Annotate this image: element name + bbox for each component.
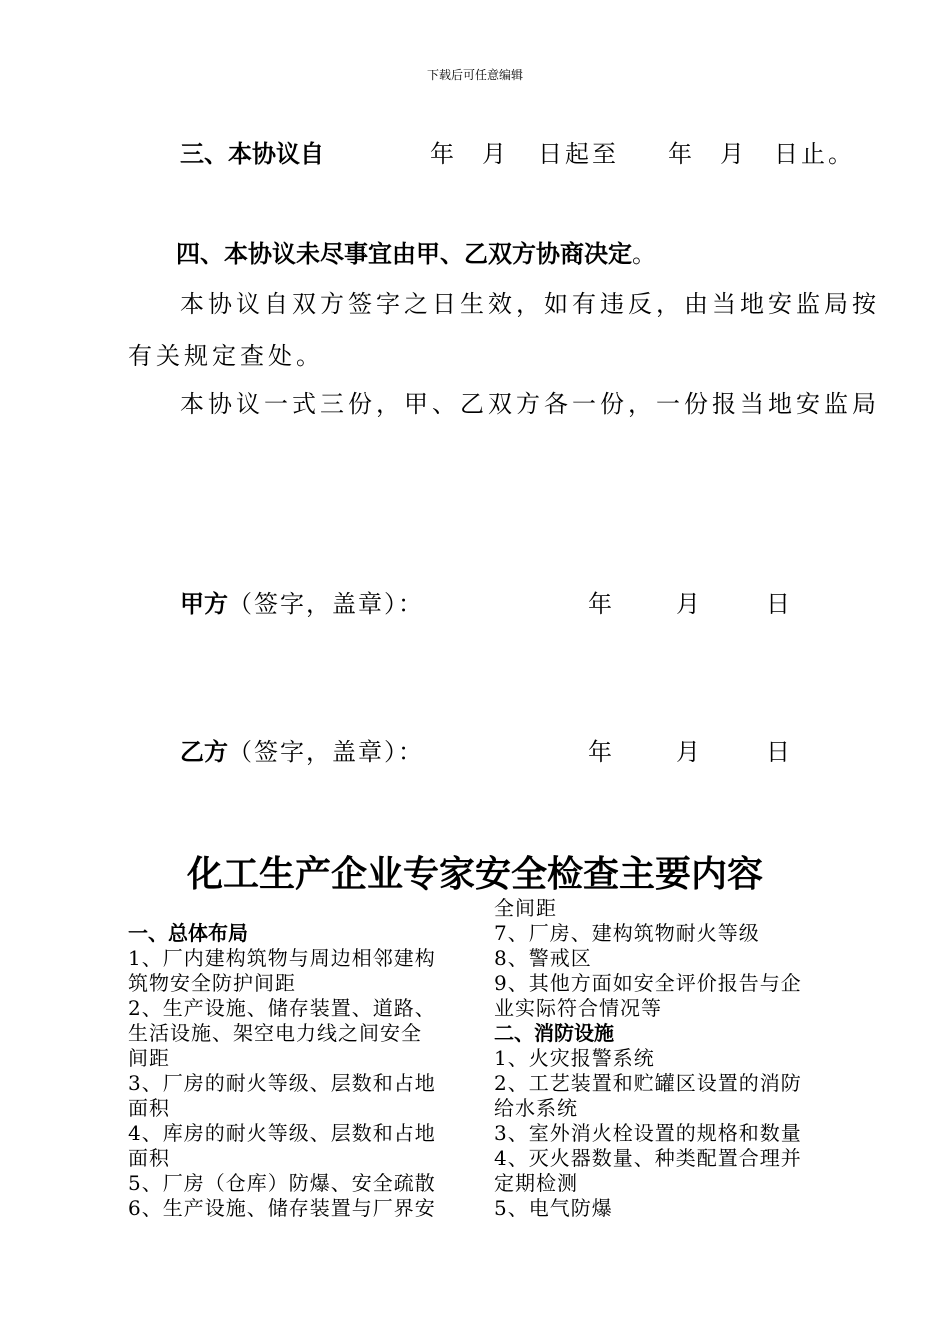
clause4: [176, 234, 656, 269]
party-b-month: 月: [676, 738, 700, 766]
para2-line1: 本协议一式三份，甲、乙双方各一份，一份报当地安监局: [180, 390, 880, 418]
page-header-note: 下载后可任意编辑: [426, 68, 523, 82]
list-item: 5、电气防爆: [494, 1196, 613, 1220]
list-item: 生活设施、架空电力线之间安全: [128, 1021, 422, 1045]
list-item: 6、生产设施、储存装置与厂界安: [128, 1196, 436, 1220]
clause3-day-end: 日止。: [774, 140, 855, 168]
checklist-right-column: [494, 896, 834, 1221]
clause3-text: 三、本协议自: [180, 140, 324, 168]
clause3-day-start: 日起至: [538, 140, 619, 168]
list-item: 全间距: [494, 896, 557, 920]
party-a-month: 月: [676, 590, 700, 618]
list-item: 3、厂房的耐火等级、层数和占地: [128, 1071, 436, 1095]
party-b-sign-label: （签字，盖章）：: [228, 738, 424, 766]
list-item: 1、火灾报警系统: [494, 1046, 655, 1070]
party-b-year: 年: [588, 738, 612, 766]
list-item: [128, 896, 468, 921]
para1-line2: 有关规定查处。: [128, 342, 324, 370]
party-a-signature-line: [180, 584, 424, 619]
list-item: 2、工艺装置和贮罐区设置的消防: [494, 1071, 802, 1095]
list-item: 9、其他方面如安全评价报告与企: [494, 971, 802, 995]
list-item: 5、厂房（仓库）防爆、安全疏散: [128, 1171, 436, 1195]
party-a-day: 日: [766, 590, 790, 618]
clause3-month-end: 月: [720, 140, 744, 168]
list-item: 8、警戒区: [494, 946, 592, 970]
para1-line1: 本协议自双方签字之日生效，如有违反，由当地安监局按: [180, 290, 880, 318]
checklist-left-column: [128, 896, 468, 1221]
list-item: 间距: [128, 1046, 170, 1070]
clause3-month-start: 月: [482, 140, 506, 168]
party-b-day: 日: [766, 738, 790, 766]
list-item: 7、厂房、建构筑物耐火等级: [494, 921, 760, 945]
list-item: 1、厂内建构筑物与周边相邻建构: [128, 946, 436, 970]
clause3-label: [180, 134, 324, 169]
list-item: 4、库房的耐火等级、层数和占地: [128, 1121, 436, 1145]
list-item: 2、生产设施、储存装置、道路、: [128, 996, 436, 1020]
clause4-text: 四、本协议未尽事宜由甲、乙双方协商决定: [176, 240, 632, 268]
checklist-title: 化工生产企业专家安全检查主要内容: [186, 854, 763, 895]
list-item: 业实际符合情况等: [494, 996, 662, 1020]
list-item: 面积: [128, 1096, 170, 1120]
list-item: 定期检测: [494, 1171, 578, 1195]
list-item: 筑物安全防护间距: [128, 971, 296, 995]
party-a-year: 年: [588, 590, 612, 618]
section-heading: 二、消防设施: [494, 1021, 614, 1045]
party-a-sign-label: （签字，盖章）：: [228, 590, 424, 618]
clause4-period: 。: [632, 240, 656, 268]
clause3-year-start: 年: [430, 140, 454, 168]
clause3-year-end: 年: [668, 140, 692, 168]
list-item: 给水系统: [494, 1096, 578, 1120]
list-item: 面积: [128, 1146, 170, 1170]
list-item: 4、灭火器数量、种类配置合理并: [494, 1146, 802, 1170]
party-b-signature-line: [180, 732, 424, 767]
list-item: 3、室外消火栓设置的规格和数量: [494, 1121, 802, 1145]
party-a-name: 甲方: [180, 590, 228, 618]
party-b-name: 乙方: [180, 738, 228, 766]
section-heading: 一、总体布局: [128, 921, 248, 945]
